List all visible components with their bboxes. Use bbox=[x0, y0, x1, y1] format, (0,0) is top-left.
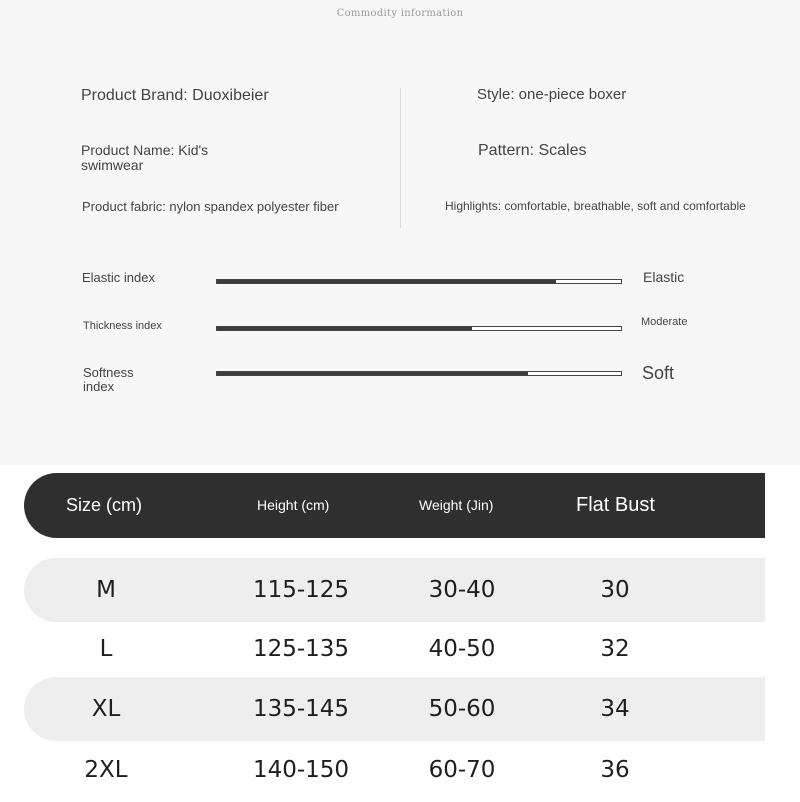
cell-size: L bbox=[99, 636, 113, 662]
softness-index-bar-fill bbox=[217, 372, 528, 375]
thickness-index-label: Thickness index bbox=[83, 320, 162, 332]
elastic-index-label: Elastic index bbox=[82, 270, 155, 285]
section-title: Commodity information bbox=[336, 8, 464, 19]
elastic-index-bar-fill bbox=[217, 280, 556, 283]
table-row bbox=[24, 558, 765, 622]
cell-height: 140-150 bbox=[252, 757, 350, 783]
thickness-index-value: Moderate bbox=[641, 316, 688, 328]
cell-flat-bust: 36 bbox=[600, 757, 630, 783]
product-brand: Product Brand: Duoxibeier bbox=[81, 87, 269, 104]
cell-size: 2XL bbox=[84, 757, 128, 783]
cell-flat-bust: 34 bbox=[600, 696, 630, 722]
softness-index-label-line2: index bbox=[83, 379, 115, 394]
cell-size: XL bbox=[91, 696, 121, 722]
cell-size: M bbox=[96, 577, 116, 603]
product-name-line2: swimwear bbox=[81, 157, 144, 173]
cell-flat-bust: 32 bbox=[600, 636, 630, 662]
softness-index-bar bbox=[216, 371, 622, 376]
cell-height: 115-125 bbox=[252, 577, 350, 603]
thickness-index-bar-fill bbox=[217, 327, 472, 330]
product-pattern: Pattern: Scales bbox=[478, 142, 587, 159]
cell-weight: 50-60 bbox=[428, 696, 496, 722]
product-style: Style: one-piece boxer bbox=[477, 86, 627, 103]
table-row bbox=[24, 617, 765, 681]
elastic-index-value: Elastic bbox=[643, 269, 685, 285]
thickness-index-bar bbox=[216, 326, 622, 331]
header-size: Size (cm) bbox=[66, 495, 142, 515]
product-name-line1: Product Name: Kid's bbox=[81, 142, 209, 158]
cell-weight: 60-70 bbox=[428, 757, 496, 783]
product-name bbox=[81, 143, 208, 173]
header-weight: Weight (Jin) bbox=[419, 497, 494, 513]
header-flat-bust: Flat Bust bbox=[576, 494, 655, 516]
size-table-header bbox=[24, 473, 765, 538]
table-row bbox=[24, 677, 765, 741]
table-row bbox=[24, 738, 765, 802]
column-divider bbox=[400, 88, 401, 228]
cell-weight: 40-50 bbox=[428, 636, 496, 662]
product-fabric: Product fabric: nylon spandex polyester fiber bbox=[82, 199, 339, 214]
softness-index-label-line1: Softness bbox=[83, 365, 134, 380]
header-height: Height (cm) bbox=[257, 497, 330, 513]
cell-height: 125-135 bbox=[252, 636, 350, 662]
cell-weight: 30-40 bbox=[428, 577, 496, 603]
elastic-index-bar bbox=[216, 279, 622, 284]
product-highlights: Highlights: comfortable, breathable, soft and comfortable bbox=[445, 199, 746, 213]
softness-index-label bbox=[83, 366, 134, 394]
softness-index-value: Soft bbox=[642, 363, 675, 383]
cell-flat-bust: 30 bbox=[600, 577, 630, 603]
cell-height: 135-145 bbox=[252, 696, 350, 722]
